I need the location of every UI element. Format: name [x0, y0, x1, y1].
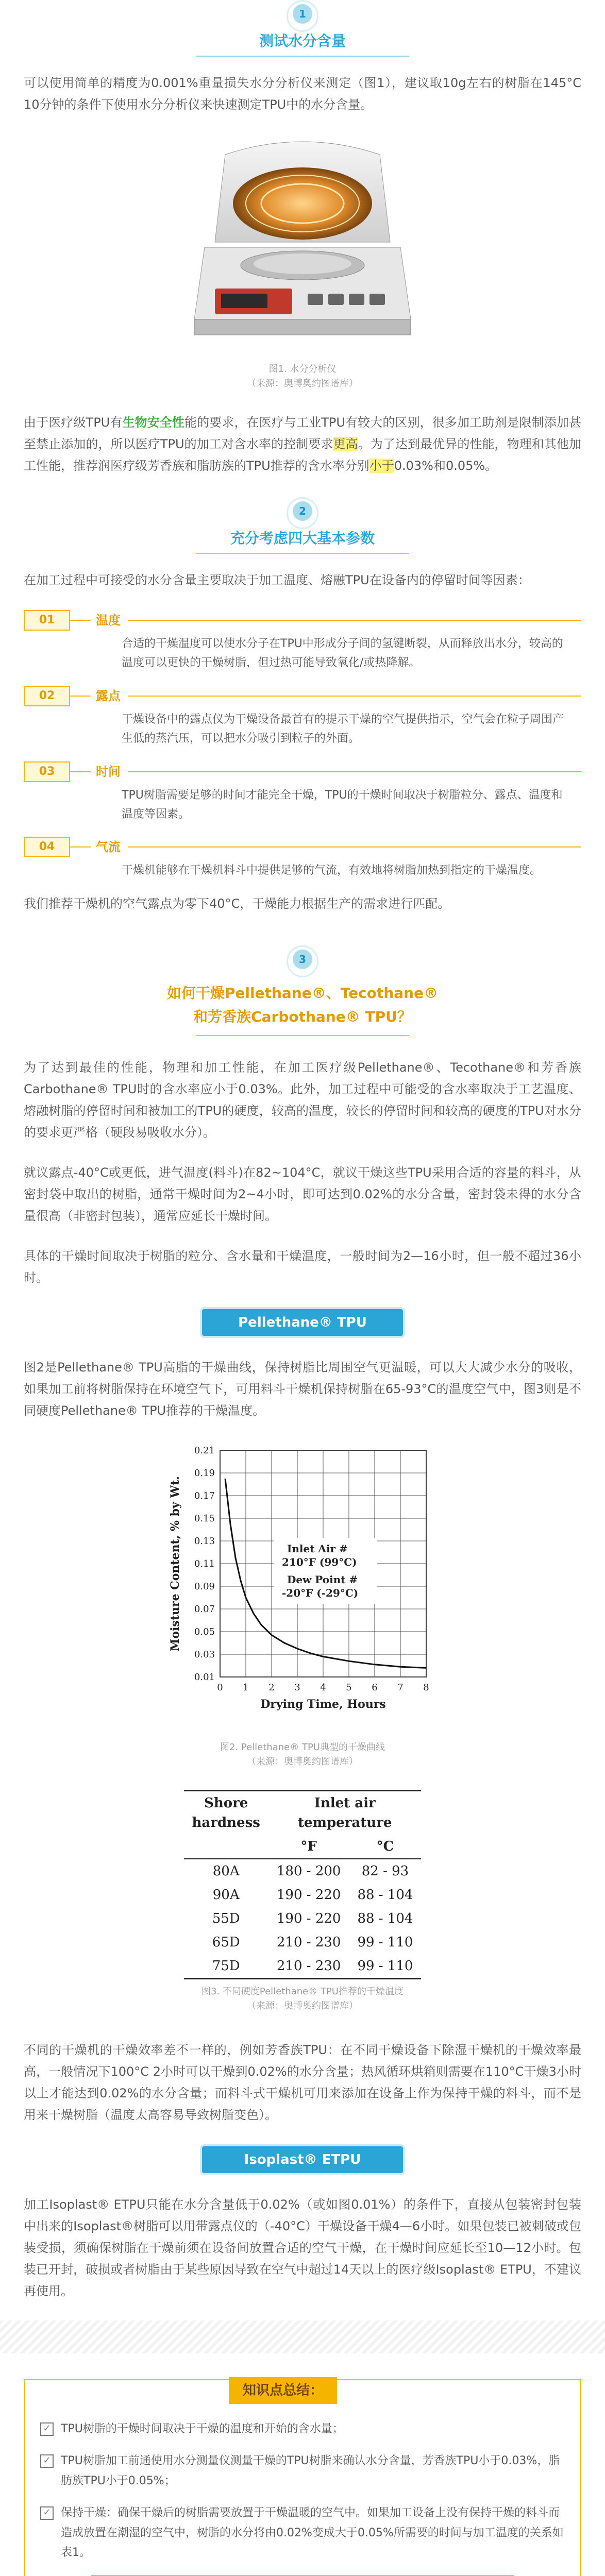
table-cell: 88 - 104	[357, 1910, 413, 1926]
y-tick-label: 0.19	[194, 1467, 215, 1479]
table-cell: 55D	[212, 1910, 240, 1926]
factor-connector	[70, 846, 91, 848]
summary-item-text: TPU树脂加工前通使用水分测量仪测量干燥的TPU树脂来确认水分含量，芳香族TPU小于0.03%，脂肪族TPU小于0.05%；	[61, 2454, 560, 2487]
summary-title: 知识点总结：	[229, 2377, 337, 2404]
factor-name: 气流	[96, 840, 121, 855]
annotation-text: Dew Point #	[287, 1573, 358, 1586]
factor-name: 温度	[96, 613, 121, 628]
x-tick-label: 3	[294, 1682, 300, 1693]
text-run: 能的要求，在医疗与工业TPU有较大的区别，很多加工助剂是限制添加甚至禁止添加的，所以医疗TPU的加工对含水率的控制要求	[24, 415, 581, 451]
factor-item	[24, 685, 581, 749]
table-cell: 75D	[212, 1958, 240, 1974]
table-cell: 82 - 93	[361, 1863, 409, 1879]
summary-item	[40, 2451, 565, 2491]
section-badge: 1	[293, 4, 312, 24]
paragraph: 不同的干燥机的干燥效率差不一样的，例如芳香族TPU：在不同干燥设备下除湿干燥机的干燥效率最高，一般情况下100°C 2小时可以干燥到0.02%的水分含量；热风循环烘箱则需要在110°C干燥3小时以上才能达到0.02%的水分含量；而料斗式干燥机可用来添加在设备上作为保持干燥的料斗，而不是用来干燥树脂（温度太高容易导致树脂变色）。	[24, 2042, 581, 2122]
paragraph: 图2是Pellethane® TPU高脂的干燥曲线，保持树脂比周围空气更温暖，可以大大减少水分的吸收，如果加工前将树脂保持在环境空气下，可用料斗干燥机保持树脂在65-93°C的温度空气中，图3则是不同硬度Pellethane® TPU推荐的干燥温度。	[24, 1360, 581, 1418]
table-header: °F	[300, 1838, 317, 1854]
table-cell: 190 - 220	[276, 1910, 341, 1926]
text-run: 。为了达到最优异的性能，物理和其他加工性能，推荐润医疗级芳香族和脂肪族的TPU推荐的含水率分别	[24, 437, 582, 473]
summary-item	[40, 2503, 565, 2563]
text-highlight-yellow: 更高	[333, 437, 358, 451]
question-title-line: 如何干燥Pellethane®、Tecothane®	[166, 984, 439, 1002]
question-title-line: 和芳香族Carbothane® TPU？	[193, 1008, 412, 1025]
factor-connector	[70, 771, 91, 772]
factor-name: 露点	[96, 688, 121, 703]
figure-source: （来源：奥博奥约图谱库）	[247, 378, 358, 389]
summary-item-text: TPU树脂的干燥时间取决于干燥的温度和开始的含水量；	[61, 2422, 344, 2435]
figure-source: （来源：奥博奥约图谱库）	[247, 1756, 358, 1767]
shore-hardness-table	[184, 1790, 422, 1979]
paragraph: 为了达到最佳的性能，物理和加工性能，在加工医疗级Pellethane®、Tecothane®和芳香族Carbothane® TPU时的含水率应小于0.03%。此外，加工过程中可能受的含水率取决于工艺温度、熔融树脂的停留时间和被加工的TPU的硬度，较高的温度，较长的停留时间和较高的硬度的TPU对水分的要求更严格（硬段易吸收水分）。	[24, 1060, 581, 1140]
isoplast-label: Isoplast® ETPU	[202, 2146, 403, 2173]
y-tick-label: 0.15	[194, 1513, 215, 1524]
table-cell: 99 - 110	[357, 1958, 413, 1974]
shore-hardness-figure	[0, 1790, 605, 2013]
factor-item	[24, 761, 581, 824]
text-run: 0.03%和0.05%。	[394, 459, 498, 473]
y-tick-label: 0.07	[194, 1603, 215, 1615]
question-title	[0, 981, 605, 1029]
y-tick-label: 0.01	[194, 1671, 215, 1683]
y-tick-label: 0.05	[194, 1626, 215, 1637]
annotation-text: -20°F (-29°C)	[282, 1586, 359, 1599]
paragraph: 我们推荐干燥机的空气露点为零下40°C，干燥能力根据生产的需求进行匹配。	[24, 896, 450, 911]
factor-number: 03	[24, 761, 70, 782]
factor-number: 02	[24, 686, 70, 706]
text-run: 由于医疗级TPU有	[24, 415, 123, 430]
annotation-text: Inlet Air #	[287, 1542, 348, 1555]
factor-connector	[70, 696, 91, 697]
decorative-stripe	[0, 2320, 605, 2353]
table-row	[184, 1859, 422, 1883]
factor-rule	[128, 846, 581, 848]
table-cell: 99 - 110	[357, 1934, 413, 1950]
x-tick-label: 0	[217, 1682, 223, 1693]
table-header	[184, 1835, 268, 1859]
factor-name: 时间	[96, 764, 121, 779]
factor-description: 干燥设备中的露点仪为干燥设备最首有的提示干燥的空气提供指示，空气会在粒子周围产生低的蒸汽压，可以把水分吸引到粒子的外面。	[122, 713, 564, 745]
x-tick-label: 6	[372, 1682, 378, 1693]
table-body	[184, 1859, 422, 1979]
factor-rule	[128, 696, 581, 697]
summary-box	[24, 2379, 581, 2576]
table-header: °C	[376, 1838, 394, 1854]
figure-caption: 图3. 不同硬度Pellethane® TPU推荐的干燥温度	[201, 1986, 404, 1997]
checkbox-icon: ✓	[40, 2454, 54, 2468]
pellethane-label: Pellethane® TPU	[202, 1309, 403, 1336]
y-tick-label: 0.03	[194, 1649, 215, 1660]
y-axis-label: Moisture Content, % by Wt.	[169, 1476, 182, 1651]
text-highlight-green: 生物安全性	[122, 415, 185, 430]
x-tick-label: 7	[397, 1682, 404, 1693]
table-header: Inlet air temperature	[297, 1795, 392, 1831]
factor-rule	[128, 620, 581, 621]
table-cell: 88 - 104	[357, 1887, 413, 1903]
paragraph: 在加工过程中可接受的水分含量主要取决于加工温度、熔融TPU在设备内的停留时间等因素：	[24, 573, 530, 587]
figure-source: （来源：奥博奥约图谱库）	[247, 2000, 358, 2011]
factor-connector	[70, 620, 91, 621]
section-divider	[196, 56, 409, 57]
paragraph: 就议露点-40°C或更低，进气温度(料斗)在82~104°C，就议干燥这些TPU采用合适的容量的料斗，从密封袋中取出的树脂，通常干燥时间为2~4小时，即可达到0.02%的水分含量，密封袋未得的水分含量很高（非密封包装），通常应延长干燥时间。	[24, 1165, 581, 1223]
summary-item	[40, 2419, 565, 2439]
section-title: 充分考虑四大基本参数	[230, 530, 375, 547]
annotation-text: 210°F (99°C)	[282, 1555, 357, 1568]
drying-curve-chart	[158, 1440, 447, 1728]
figure-caption: 图1. 水分分析仪	[268, 364, 337, 375]
summary-item-text: 保持干燥：确保干燥后的树脂需要放置于干燥温暖的空气中。如果加工设备上没有保持干燥的料斗而造成放置在潮湿的空气中，树脂的水分将由0.02%变成大于0.05%所需要的时间与加工温度的关系如表1。	[61, 2506, 564, 2560]
factor-number: 01	[24, 610, 70, 631]
table-cell: 80A	[212, 1863, 240, 1879]
y-tick-label: 0.09	[194, 1581, 215, 1592]
x-tick-label: 4	[320, 1682, 326, 1693]
y-tick-label: 0.17	[194, 1490, 215, 1501]
section-title: 测试水分含量	[259, 32, 346, 49]
checkbox-icon: ✓	[40, 2506, 54, 2520]
table-cell: 210 - 230	[276, 1958, 341, 1974]
text-highlight-yellow: 小于	[369, 459, 394, 473]
table-row	[184, 1954, 422, 1979]
x-tick-label: 1	[243, 1682, 249, 1693]
x-tick-label: 5	[346, 1682, 352, 1693]
paragraph: 具体的干燥时间取决于树脂的粒分、含水量和干燥温度，一般时间为2—16小时，但一般不超过36小时。	[24, 1248, 581, 1285]
figure-caption: 图2. Pellethane® TPU典型的干燥曲线	[220, 1741, 385, 1753]
table-row	[184, 1883, 422, 1907]
paragraph-highlighted	[0, 412, 605, 477]
factor-item	[24, 836, 581, 880]
section-header-3	[0, 945, 605, 981]
drying-curve-figure	[0, 1440, 605, 1769]
section-divider	[196, 1035, 409, 1036]
section-badge: 2	[293, 501, 312, 521]
table-cell: 90A	[212, 1887, 240, 1903]
factor-description: TPU树脂需要足够的时间才能完全干燥，TPU的干燥时间取决于树脂粒分、露点、温度和温度等因素。	[122, 788, 563, 821]
y-tick-label: 0.11	[194, 1558, 215, 1569]
y-tick-label: 0.13	[194, 1535, 215, 1547]
factor-list	[0, 609, 605, 880]
summary-list	[40, 2419, 565, 2563]
factor-item	[24, 609, 581, 673]
section-header-1	[0, 0, 605, 72]
table-cell: 210 - 230	[276, 1934, 341, 1950]
checkbox-icon: ✓	[40, 2422, 54, 2436]
y-tick-label: 0.21	[194, 1445, 215, 1456]
factor-description: 合适的干燥温度可以使水分子在TPU中形成分子间的氢键断裂，从而释放出水分，较高的温度可以更快的干燥树脂，但过热可能导致氧化/或热降解。	[122, 637, 563, 670]
table-row	[184, 1907, 422, 1930]
table-cell: 65D	[212, 1934, 240, 1950]
section-header-2	[0, 497, 605, 569]
section-divider	[196, 553, 409, 554]
table-cell: 180 - 200	[276, 1863, 341, 1879]
table-row	[184, 1930, 422, 1954]
table-cell: 190 - 220	[276, 1887, 341, 1903]
x-tick-label: 2	[268, 1682, 275, 1693]
factor-description: 干燥机能够在干燥机料斗中提供足够的气流，有效地将树脂加热到指定的干燥温度。	[122, 864, 542, 877]
table-header: Shore hardness	[192, 1795, 260, 1831]
factor-number: 04	[24, 837, 70, 857]
moisture-analyzer-figure	[0, 134, 605, 391]
moisture-analyzer-image	[184, 134, 421, 350]
x-axis-label: Drying Time, Hours	[260, 1697, 386, 1711]
factor-rule	[128, 771, 581, 772]
x-tick-label: 8	[423, 1682, 429, 1693]
paragraph: 加工Isoplast® ETPU只能在水分含量低于0.02%（或如图0.01%）的条件下，直接从包装密封包装中出来的Isoplast®树脂可以用带露点仪的（-40°C）干燥设备干燥4—6小时。如果包装已被刺破或包装受损，须确保树脂在干燥前须在设备间放置合适的空气干燥，在干燥时间应延长至10—12小时。包装已开封，破损或者树脂由于某些原因导致在空气中超过14天以上的医疗级Isoplast® ETPU，不建议再使用。	[24, 2197, 581, 2298]
paragraph: 可以使用简单的精度为0.001%重量损失水分分析仪来测定（图1），建议取10g左右的树脂在145°C 10分钟的条件下使用水分分析仪来快速测定TPU中的水分含量。	[24, 76, 581, 112]
section-badge: 3	[293, 950, 312, 969]
